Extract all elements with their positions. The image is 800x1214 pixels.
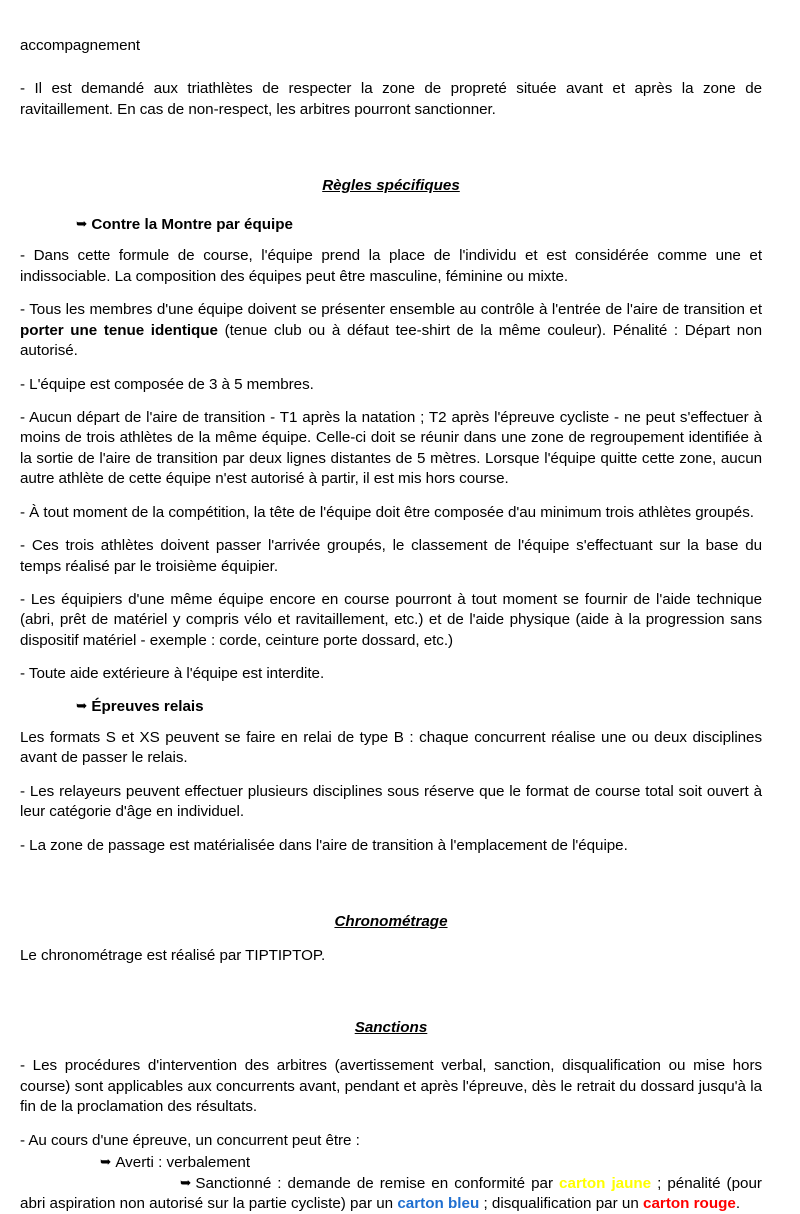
subheading-team-time-trial bbox=[20, 216, 762, 233]
ttt-rule-2 bbox=[20, 300, 762, 361]
sanction-text-part3: ; disqualification par un bbox=[479, 1195, 644, 1212]
ttt-rule-8: - Toute aide extérieure à l'équipe est interdite. bbox=[20, 665, 325, 683]
ttt-rule-2-emphasis: porter une tenue identique bbox=[20, 321, 218, 339]
section-heading-timing: Chronométrage bbox=[334, 912, 448, 930]
ttt-rule-6: - Ces trois athlètes doivent passer l'arrivée groupés, le classement de l'équipe s'effectuant sur la base du temps réalisé par le troisième équipier. bbox=[20, 537, 762, 575]
hooked-arrow-icon: ➥ bbox=[180, 1174, 192, 1191]
spacer bbox=[20, 1036, 762, 1056]
timing-body: Le chronométrage est réalisé par TIPTIPTOP. bbox=[20, 946, 326, 964]
ttt-rule-7: - Les équipiers d'une même équipe encore en course pourront à tout moment se fournir de l'aide technique (abri, prêt de matériel y compris vélo et ravitaillement, etc.) et de l'aide physique (aide à la progression sans dispositif matériel - exemple : corde, ceinture porte dossard, etc.) bbox=[20, 591, 762, 649]
relay-rule-2: - Les relayeurs peuvent effectuer plusieurs disciplines sous réserve que le format de course total soit ouvert à leur catégorie d'âge en individuel. bbox=[20, 782, 762, 821]
spacer bbox=[20, 869, 762, 913]
cleanliness-rule-paragraph: - Il est demandé aux triathlètes de respecter la zone de propreté située avant et après la zone de ravitaillement. En cas de non-respect, les arbitres pourront sanctionner. bbox=[20, 80, 762, 118]
hooked-arrow-icon: ➥ bbox=[76, 697, 88, 714]
yellow-card-term: carton jaune bbox=[559, 1174, 652, 1192]
hooked-arrow-icon: ➥ bbox=[76, 216, 88, 233]
spacer bbox=[20, 930, 762, 946]
sanction-text-part4: . bbox=[735, 1195, 741, 1212]
ttt-rule-2-part1: - Tous les membres d'une équipe doivent se présenter ensemble au contrôle à l'entrée de l'aire de transition et bbox=[20, 301, 762, 319]
spacer bbox=[20, 133, 762, 177]
ttt-rule-2-part2: (tenue club ou à défaut tee-shirt de la même couleur). Pénalité : Départ non autorisé. bbox=[20, 321, 762, 360]
subheading-label: Contre la Montre par équipe bbox=[91, 216, 293, 234]
ttt-rule-4: - Aucun départ de l'aire de transition - T1 après la natation ; T2 après l'épreuve cycliste - ne peut s'effectuer à moins de trois athlètes de la même équipe. Celle-ci doit se réunir dans une zone de regroupement identifiée à la sortie de l'aire de transition par deux lignes distantes de 5 mètres. Lorsque l'équipe quitte cette zone, aucun autre athlète de cette équipe n'est autorisé à partir, il est mis hors course. bbox=[20, 408, 762, 488]
blue-card-term: carton bleu bbox=[397, 1195, 480, 1212]
subheading-label: Épreuves relais bbox=[91, 697, 204, 715]
section-heading-specific-rules: Règles spécifiques bbox=[322, 177, 460, 195]
relay-rule-1: Les formats S et XS peuvent se faire en relai de type B : chaque concurrent réalise une ou deux disciplines avant de passer le relais. bbox=[20, 728, 762, 767]
hooked-arrow-icon: ➥ bbox=[100, 1154, 112, 1171]
ttt-rule-1: - Dans cette formule de course, l'équipe prend la place de l'individu et est considérée comme une et indissociable. La composition des équipes peut être masculine, féminine ou mixte. bbox=[20, 247, 762, 285]
sanction-text-part1: Sanctionné : demande de remise en conformité par bbox=[195, 1174, 560, 1192]
sanction-item-warned bbox=[20, 1153, 762, 1173]
subheading-relay-events bbox=[20, 698, 762, 715]
ttt-rule-3: - L'équipe est composée de 3 à 5 membres. bbox=[20, 375, 314, 393]
sanction-text-part2: ; pénalité (pour abri aspiration non autorisé sur la partie cycliste) par un bbox=[20, 1174, 762, 1212]
section-heading-sanctions: Sanctions bbox=[354, 1019, 428, 1037]
sanction-item-warned-label: Averti : verbalement bbox=[115, 1154, 251, 1172]
sanctions-paragraph-2: - Au cours d'une épreuve, un concurrent peut être : bbox=[20, 1131, 360, 1149]
orphan-word: accompagnement bbox=[20, 37, 141, 54]
relay-rule-3: - La zone de passage est matérialisée dans l'aire de transition à l'emplacement de l'équipe. bbox=[20, 836, 628, 854]
spacer bbox=[20, 979, 762, 1019]
spacer bbox=[20, 194, 762, 216]
spacer bbox=[20, 69, 762, 79]
ttt-rule-5: - À tout moment de la compétition, la tête de l'équipe doit être composée d'au minimum trois athlètes groupés. bbox=[20, 503, 754, 521]
sanctions-paragraph-1: - Les procédures d'intervention des arbitres (avertissement verbal, sanction, disqualification ou mise hors course) sont applicables aux concurrents avant, pendant et après l'épreuve, dès le retrait du dossard jusqu'à la fin de la proclamation des résultats. bbox=[20, 1057, 762, 1116]
sanction-item-sanctioned bbox=[20, 1174, 762, 1214]
red-card-term: carton rouge bbox=[643, 1195, 736, 1212]
